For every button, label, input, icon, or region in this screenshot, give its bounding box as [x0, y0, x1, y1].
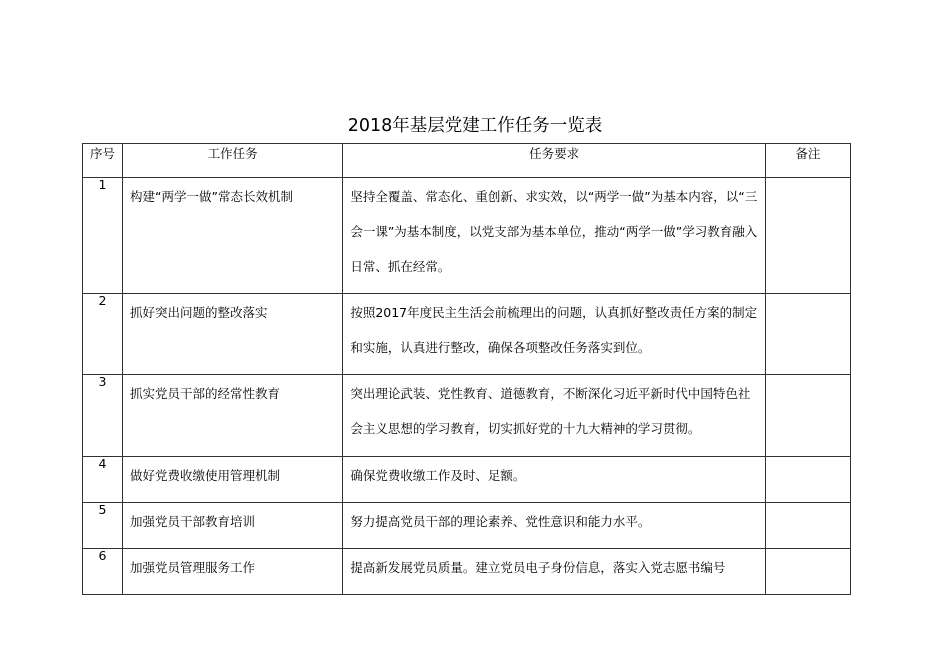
header-num: 序号 — [83, 144, 123, 178]
row-requirement — [343, 294, 766, 375]
row-note — [765, 294, 850, 375]
row-requirement — [343, 457, 766, 503]
row-requirement-text: 坚持全覆盖、常态化、重创新、求实效，以“两学一做”为基本内容，以“三会一课”为基本制度，以党支部为基本单位，推动“两学一做”学习教育融入日常、抓在经常。 — [350, 189, 758, 274]
row-requirement — [343, 549, 766, 595]
row-note — [765, 178, 850, 294]
row-task: 加强党员干部教育培训 — [123, 503, 343, 549]
row-requirement-text: 努力提高党员干部的理论素养、党性意识和能力水平。 — [350, 514, 651, 529]
row-task: 加强党员管理服务工作 — [123, 549, 343, 595]
row-requirement — [343, 178, 766, 294]
row-requirement-text: 按照2017年度民主生活会前梳理出的问题，认真抓好整改责任方案的制定和实施，认真进行整改，确保各项整改任务落实到位。 — [350, 305, 758, 355]
row-note — [765, 457, 850, 503]
row-num: 4 — [83, 457, 123, 503]
row-num: 3 — [83, 375, 123, 457]
row-task: 构建“两学一做”常态长效机制 — [123, 178, 343, 294]
task-table — [82, 143, 851, 595]
row-num: 5 — [83, 503, 123, 549]
row-requirement-text: 突出理论武装、党性教育、道德教育，不断深化习近平新时代中国特色社会主义思想的学习教育，切实抓好党的十九大精神的学习贯彻。 — [350, 386, 751, 436]
header-task: 工作任务 — [123, 144, 343, 178]
table-row — [83, 457, 851, 503]
row-requirement — [343, 375, 766, 457]
row-task: 做好党费收缴使用管理机制 — [123, 457, 343, 503]
table-row — [83, 503, 851, 549]
row-requirement-text: 确保党费收缴工作及时、足额。 — [350, 468, 526, 483]
row-num: 2 — [83, 294, 123, 375]
row-note — [765, 375, 850, 457]
row-num: 1 — [83, 178, 123, 294]
row-note — [765, 549, 850, 595]
header-note: 备注 — [765, 144, 850, 178]
row-requirement-text: 提高新发展党员质量。建立党员电子身份信息，落实入党志愿书编号 — [350, 560, 726, 575]
row-num: 6 — [83, 549, 123, 595]
table-header-row — [83, 144, 851, 178]
table-row — [83, 375, 851, 457]
document-title: 2018年基层党建工作任务一览表 — [347, 116, 603, 136]
table-row — [83, 549, 851, 595]
table-row — [83, 178, 851, 294]
row-requirement — [343, 503, 766, 549]
row-task: 抓实党员干部的经常性教育 — [123, 375, 343, 457]
table-row — [83, 294, 851, 375]
header-requirement: 任务要求 — [343, 144, 766, 178]
row-task: 抓好突出问题的整改落实 — [123, 294, 343, 375]
row-note — [765, 503, 850, 549]
